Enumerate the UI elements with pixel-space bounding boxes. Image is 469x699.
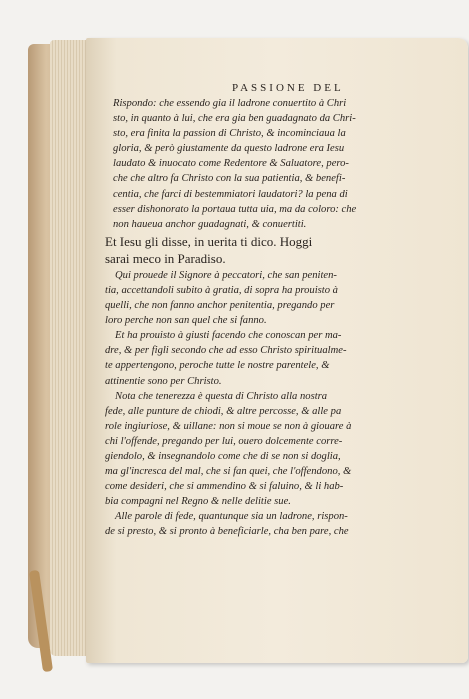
text-line: Alle parole di fede, quantunque sia un ladrone, rispon- [115,511,348,523]
text-line: te appertengono, peroche tutte le nostre parentele, & [105,360,330,372]
text-line: ma gl'incresca del mal, che si fan quei, che l'offendono, & [105,466,352,478]
text-line: chi l'offende, pregando per lui, ouero dolcemente corre- [105,435,343,447]
paragraph-1 [105,96,443,232]
text-line: come desideri, che si ammendino & si faluino, & li hab- [105,481,344,493]
heading-line: Et Iesu gli disse, in uerita ti dico. Hoggi [105,233,313,249]
text-line: gloria, & però giustamente da questo ladrone era Iesu [113,143,345,155]
text-line: quelli, che non fanno anchor penitentia, pregando per [105,300,335,312]
text-line: de si presto, & si pronto à beneficiarle, cha ben pare, che [105,526,349,538]
paragraph-4 [105,389,443,510]
text-line: fede, alle punture de chiodi, & altre percosse, & alle pa [105,405,342,417]
text-line: attinentie sono per Christo. [105,375,222,387]
text-line: sto, in quanto à lui, che era gia ben guadagnato da Chri- [113,113,356,125]
text-line: Rispondo: che essendo gia il ladrone conuertito à Chri [113,98,347,109]
text-line: laudato & inuocato come Redentore & Saluatore, pero- [113,158,349,170]
text-line: role ingiuriose, & uillane: non si moue se non à giouare à [105,420,352,432]
heading-line: sarai meco in Paradiso. [105,250,226,266]
page-stack [50,40,90,656]
text-line: non haueua anchor guadagnati, & conuertiti. [113,218,307,230]
text-line: centia, che farci di bestemmiatori laudatori? la pena di [113,188,348,200]
running-header: PASSIONE DEL [232,82,344,94]
text-line: sto, era finita la passion di Christo, & incominciaua la [113,128,346,140]
text-line: Et ha prouisto à giusti facendo che conoscan per ma- [115,330,342,342]
text-line: loro perche non san quel che si fanno. [105,315,267,327]
page-body [105,96,443,540]
text-line: bia compagni nel Regno & nelle delitie sue. [105,496,291,508]
paragraph-2 [105,268,443,328]
text-line: giendolo, & insegnandolo come che di se non si doglia, [105,450,341,462]
text-line: dre, & per figli secondo che ad esso Christo spiritualme- [105,345,347,357]
scripture-heading [105,233,443,267]
text-line: tia, accettandoli subito à gratia, di sopra ha prouisto à [105,284,338,296]
paragraph-3 [105,328,443,388]
text-line: Qui prouede il Signore à peccatori, che san peniten- [115,269,337,281]
text-line: che che altro fa Christo con la sua patientia, & benefi- [113,173,346,185]
paragraph-5 [105,509,443,539]
text-line: esser dishonorato la portaua tutta uia, ma da coloro: che [113,203,357,215]
text-line: Nota che tenerezza è questa di Christo alla nostra [115,390,328,402]
